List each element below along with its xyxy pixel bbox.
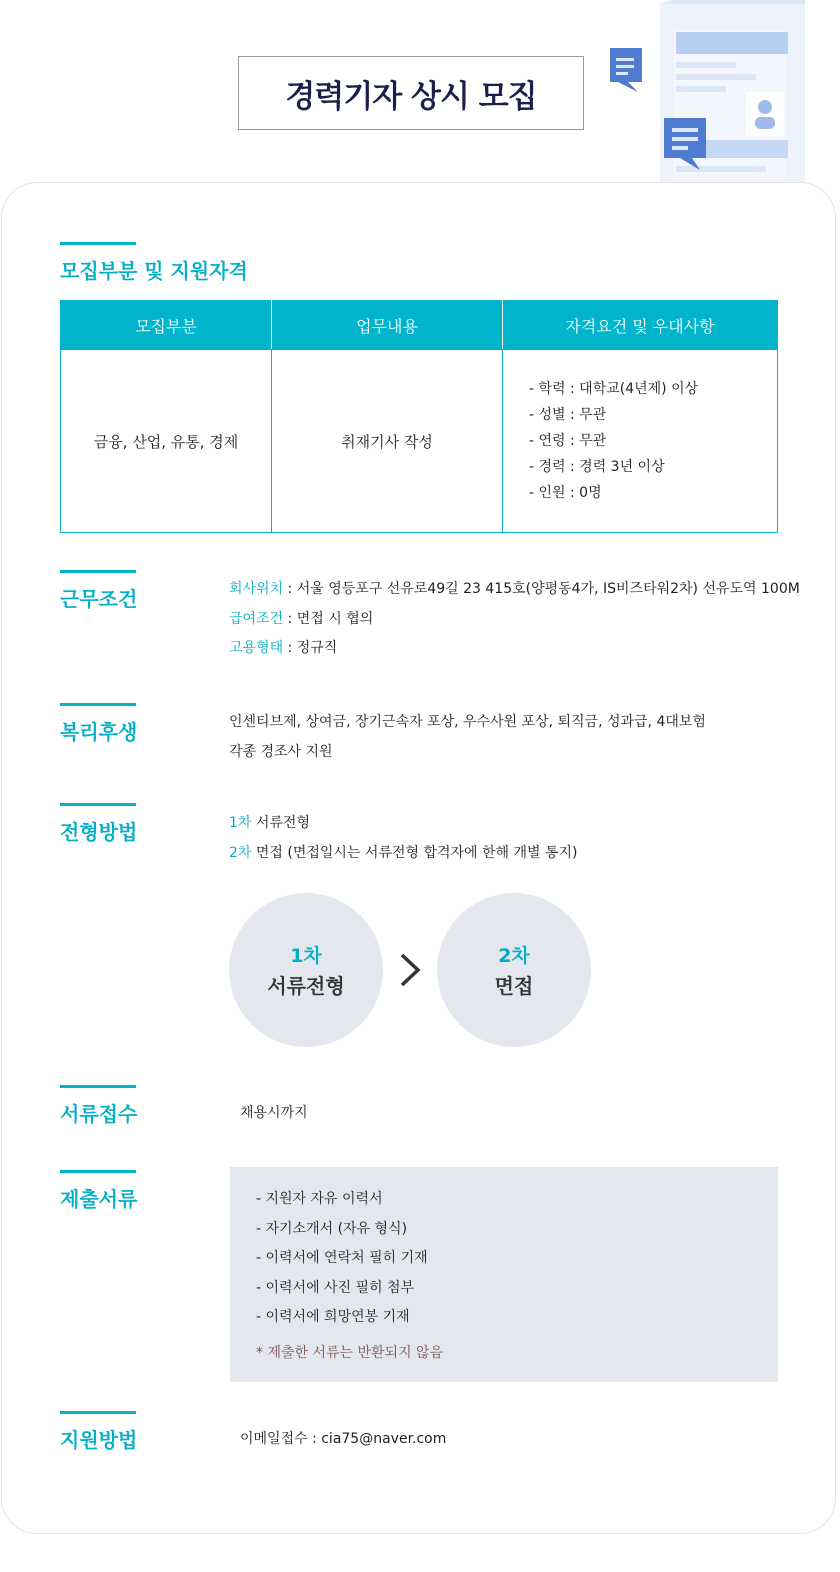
table-cell-field: 금융, 산업, 유통, 경제	[61, 350, 272, 533]
benefits-list	[229, 708, 706, 767]
deadline-value: 채용시까지	[240, 1105, 308, 1121]
table-row	[61, 350, 778, 533]
process-circle-2-step: 2차	[498, 945, 530, 967]
condition-employment	[229, 634, 800, 664]
process-circle-2-title: 면접	[494, 974, 534, 998]
table-cell-qualifications	[503, 350, 778, 533]
table-header-row	[61, 301, 778, 350]
page-title-box	[238, 56, 584, 130]
benefits-line: 인센티브제, 상여금, 장기근속자 포상, 우수사원 포상, 퇴직금, 성과급, 4대보험	[229, 714, 706, 730]
section-divider	[60, 803, 136, 806]
table-header-field: 모집부분	[61, 301, 272, 350]
process-circle-1	[229, 893, 383, 1047]
document-item: - 이력서에 사진 필히 첨부	[256, 1279, 415, 1296]
documents-note: * 제출한 서류는 반환되지 않음	[256, 1344, 444, 1361]
condition-salary-value: : 면접 시 협의	[283, 610, 374, 627]
process-step-1	[229, 809, 578, 839]
qualification-item: - 인원 : 0명	[529, 485, 602, 501]
table-header-qualifications: 자격요건 및 우대사항	[503, 301, 778, 350]
document-illustration-icon	[600, 0, 820, 200]
conditions-list	[229, 575, 800, 664]
section-documents-heading	[60, 1170, 137, 1212]
document-item: - 이력서에 희망연봉 기재	[256, 1309, 410, 1325]
section-benefits-label: 복리후생	[60, 720, 138, 744]
section-process-label: 전형방법	[60, 820, 138, 844]
condition-location-value: : 서울 영등포구 선유로49길 23 415호(양평동4가, IS비즈타워2차) 선유도역 100M	[283, 581, 800, 597]
qualification-item: - 연령 : 무관	[529, 433, 607, 449]
section-recruit-heading	[60, 242, 248, 284]
section-divider	[60, 570, 136, 573]
process-step-2-value: 면접 (면접일시는 서류전형 합격자에 한해 개별 통지)	[251, 844, 578, 861]
process-step-1-label: 1차	[229, 815, 252, 831]
process-step-1-value: 서류전형	[251, 815, 310, 831]
process-step-2	[229, 839, 578, 869]
section-divider	[60, 1085, 136, 1088]
document-item: - 자기소개서 (자유 형식)	[256, 1220, 408, 1237]
documents-box	[230, 1167, 778, 1382]
qualification-item: - 성별 : 무관	[529, 407, 607, 423]
section-recruit-label: 모집부분 및 지원자격	[60, 259, 248, 283]
condition-employment-value: : 정규직	[283, 640, 338, 656]
process-step-2-label: 2차	[229, 844, 252, 861]
section-process-heading	[60, 803, 137, 845]
section-divider	[60, 1170, 136, 1173]
condition-location-label: 회사위치	[229, 581, 284, 597]
section-benefits-heading	[60, 703, 137, 745]
section-deadline-label: 서류접수	[60, 1102, 138, 1126]
condition-salary-label: 급여조건	[229, 610, 284, 627]
section-divider	[60, 703, 136, 706]
document-item: - 이력서에 연락처 필히 기재	[256, 1250, 428, 1266]
section-documents-label: 제출서류	[60, 1187, 138, 1211]
process-circle-1-step: 1차	[290, 945, 322, 967]
section-apply-heading	[60, 1411, 137, 1453]
recruit-table	[60, 300, 778, 533]
section-divider	[60, 242, 136, 245]
document-item: - 지원자 자유 이력서	[256, 1191, 383, 1207]
page-title: 경력기자 상시 모집	[285, 78, 537, 115]
section-deadline-heading	[60, 1085, 137, 1127]
table-cell-duty: 취재기사 작성	[272, 350, 503, 533]
condition-location	[229, 575, 800, 605]
apply-email[interactable]: 이메일접수 : cia75@naver.com	[240, 1431, 447, 1447]
section-divider	[60, 1411, 136, 1414]
hero	[0, 0, 840, 200]
section-conditions-label: 근무조건	[60, 587, 138, 611]
process-list	[229, 809, 578, 868]
benefits-line: 각종 경조사 지원	[229, 743, 333, 760]
qualification-item: - 학력 : 대학교(4년제) 이상	[529, 381, 699, 397]
section-conditions-heading	[60, 570, 137, 612]
process-circle-2	[437, 893, 591, 1047]
table-header-duty: 업무내용	[272, 301, 503, 350]
condition-salary	[229, 605, 800, 635]
condition-employment-label: 고용형태	[229, 640, 284, 656]
chevron-right-icon	[396, 952, 426, 988]
qualification-item: - 경력 : 경력 3년 이상	[529, 459, 665, 475]
section-apply-label: 지원방법	[60, 1428, 138, 1452]
process-circle-1-title: 서류전형	[267, 974, 345, 998]
